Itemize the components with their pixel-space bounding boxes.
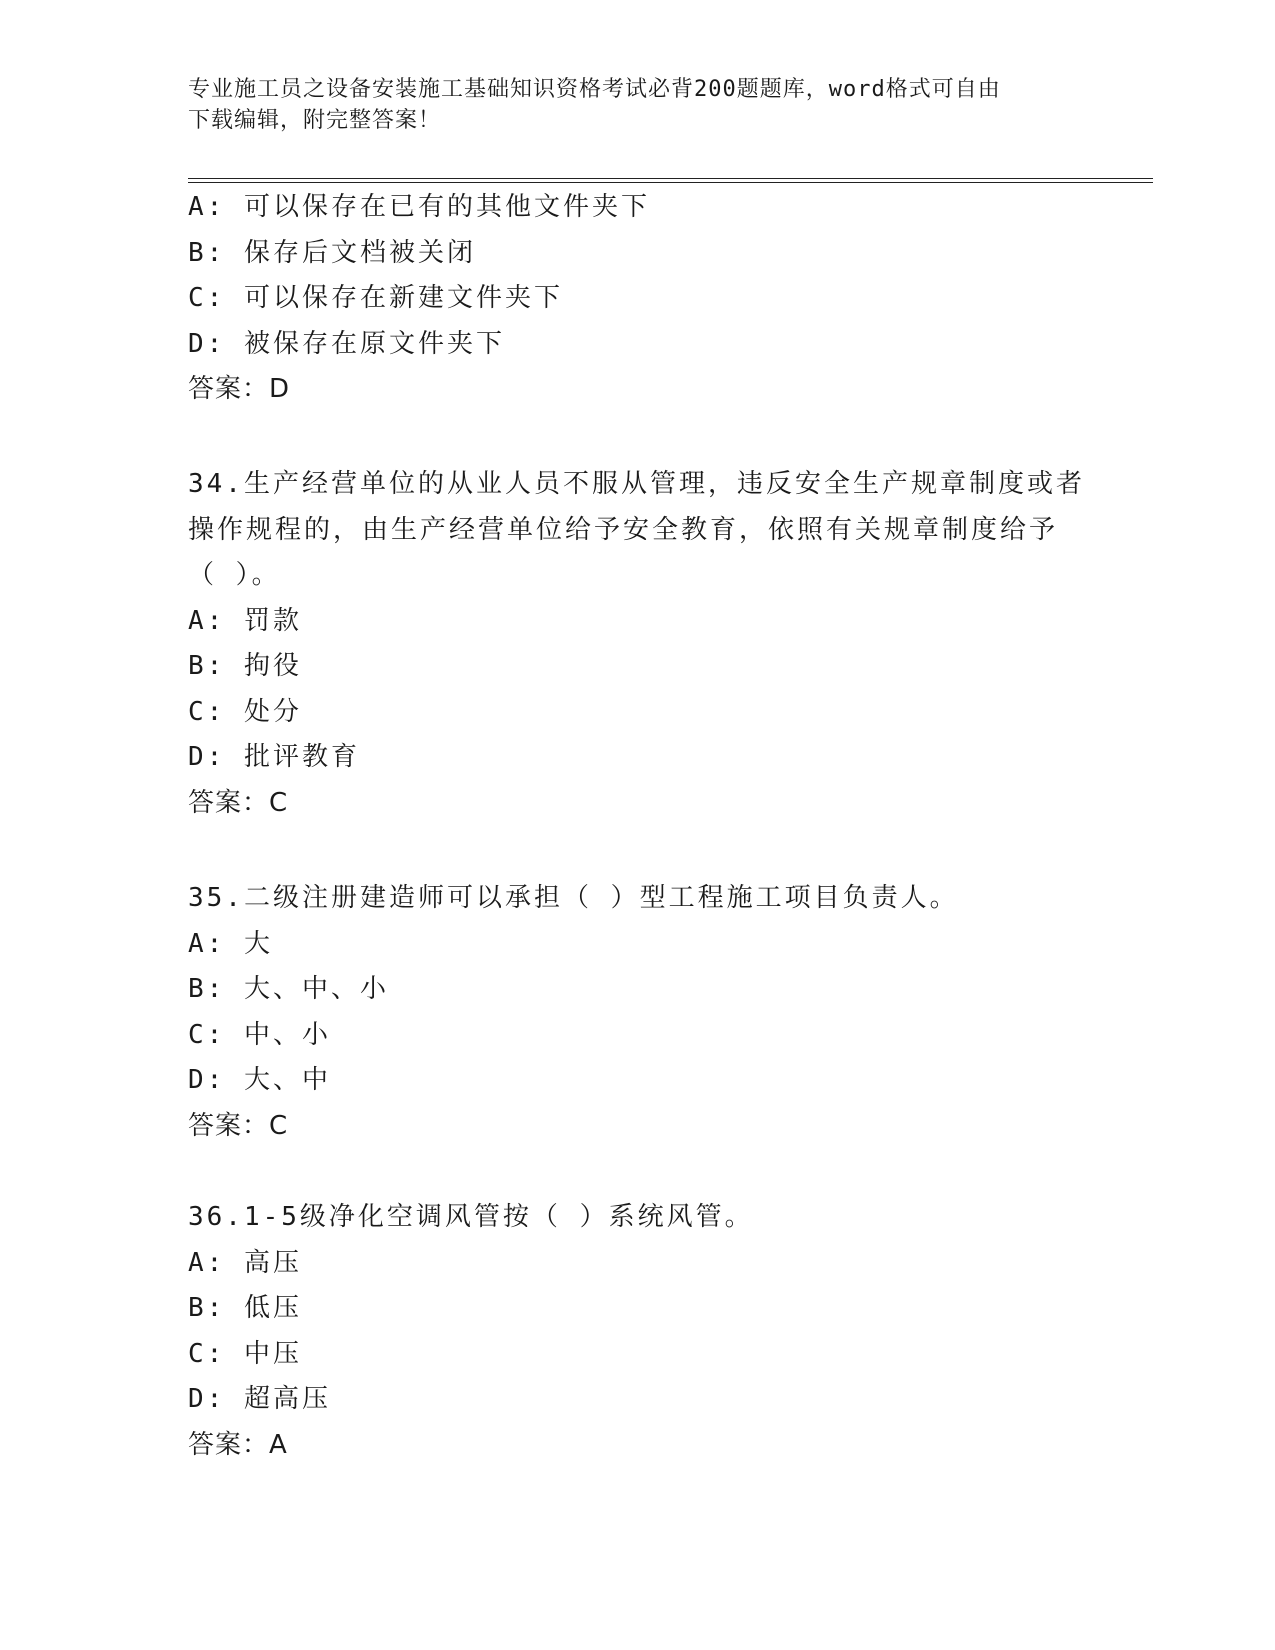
option-a: A: 罚款: [188, 605, 302, 636]
option-b: B: 拘役: [188, 651, 302, 681]
question-text-line-2: 操作规程的，由生产经营单位给予安全教育，依照有关规章制度给予: [188, 514, 1059, 545]
option-b: B: 保存后文档被关闭: [188, 237, 476, 268]
answer: 答案：D: [188, 374, 291, 404]
answer: 答案：C: [188, 1110, 289, 1141]
question-text-line-1: 36.1-5级净化空调风管按（ ）系统风管。: [188, 1202, 754, 1232]
question-text-line-3: （ ）。: [188, 560, 281, 590]
option-c: C: 中压: [188, 1338, 302, 1369]
option-a: A: 可以保存在已有的其他文件夹下: [188, 192, 650, 222]
option-d: D: 被保存在原文件夹下: [188, 328, 505, 359]
question-text-line-1: 35.二级注册建造师可以承担（ ）型工程施工项目负责人。: [188, 883, 959, 913]
document-header: [188, 74, 1068, 136]
header-divider-top: [188, 178, 1153, 179]
option-c: C: 可以保存在新建文件夹下: [188, 283, 563, 313]
header-line-1: 专业施工员之设备安装施工基础知识资格考试必背200题题库，word格式可自由: [188, 77, 1001, 102]
header-divider-bottom: [188, 182, 1153, 183]
option-c: C: 中、小: [188, 1019, 331, 1050]
option-d: D: 超高压: [188, 1384, 331, 1414]
option-a: A: 高压: [188, 1247, 302, 1278]
question-text-line-1: 34.生产经营单位的从业人员不服从管理，违反安全生产规章制度或者: [188, 469, 1085, 499]
option-c: C: 处分: [188, 696, 302, 727]
option-b: B: 低压: [188, 1293, 302, 1323]
question-35-block: [188, 876, 1088, 1149]
answer: 答案：A: [188, 1429, 288, 1460]
question-33-block: [188, 185, 1088, 413]
question-34-block: [188, 462, 1088, 826]
answer: 答案：C: [188, 787, 289, 818]
option-d: D: 大、中: [188, 1065, 331, 1095]
option-d: D: 批评教育: [188, 742, 360, 772]
header-line-2: 下载编辑，附完整答案！: [188, 108, 442, 133]
option-b: B: 大、中、小: [188, 974, 389, 1004]
question-36-block: [188, 1195, 1088, 1468]
option-a: A: 大: [188, 928, 273, 959]
